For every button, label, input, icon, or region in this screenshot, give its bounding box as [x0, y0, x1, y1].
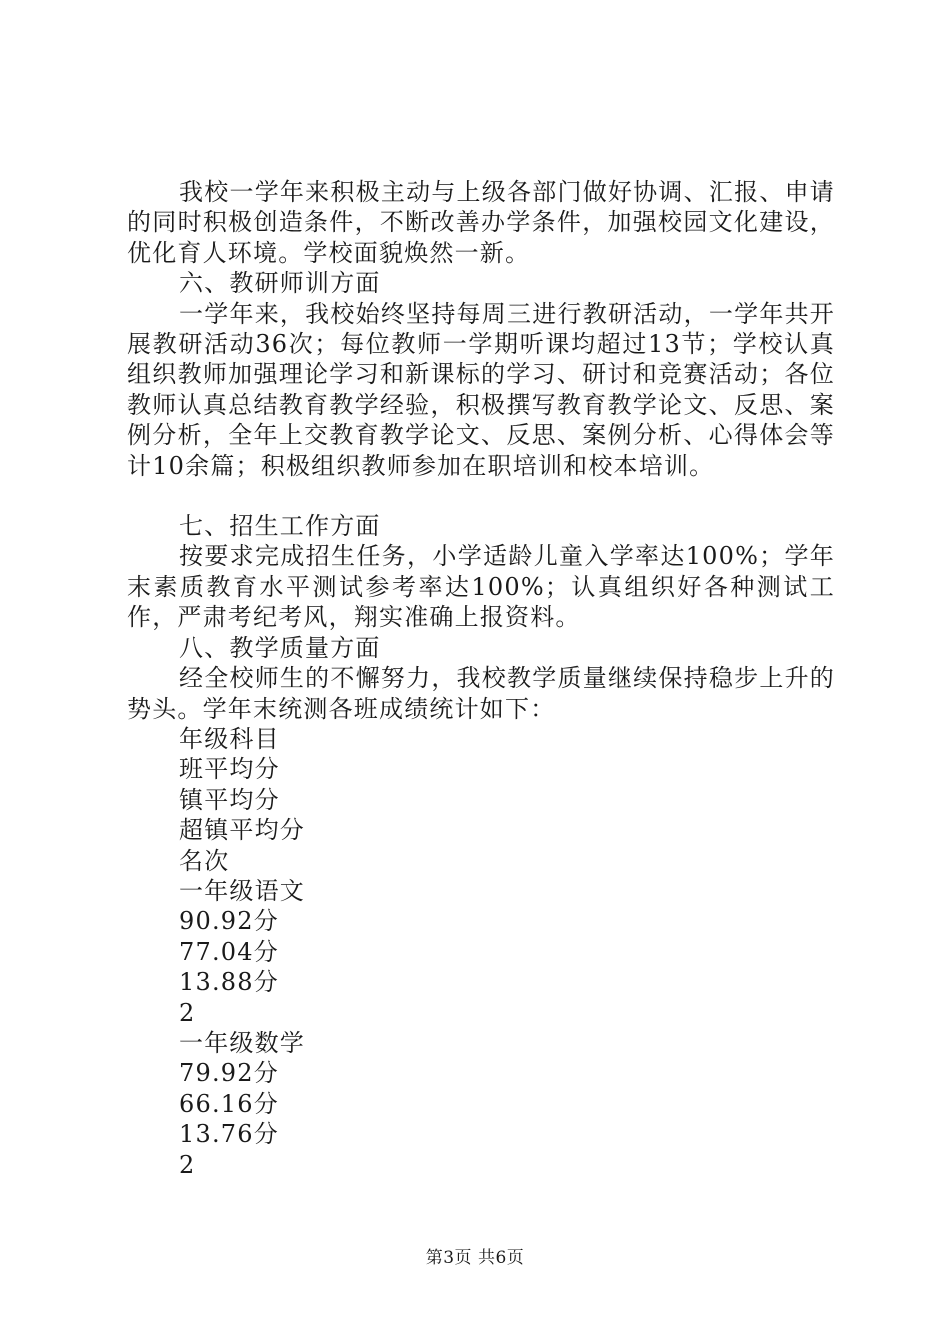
document-body: [127, 177, 835, 1180]
score-table-header: [127, 724, 835, 876]
cell-grade-subject: 一年级语文: [179, 876, 305, 905]
section-heading-enrollment: 七、招生工作方面: [179, 512, 381, 541]
cell-town-average: 66.16分: [179, 1089, 279, 1118]
paragraph-spacer: [127, 481, 835, 511]
header-town-average: 镇平均分: [179, 785, 280, 814]
cell-class-average: 79.92分: [179, 1059, 279, 1088]
paragraph-enrollment: 按要求完成招生任务，小学适龄儿童入学率达100%；学年末素质教育水平测试参考率达100%；认真组织好各种测试工作，严肃考纪考风，翔实准确上报资料。: [127, 542, 835, 632]
cell-above-town-average: 13.88分: [179, 968, 279, 997]
paragraph-teaching-quality: 经全校师生的不懈努力，我校教学质量继续保持稳步上升的势头。学年末统测各班成绩统计如下：: [127, 664, 835, 723]
cell-rank: 2: [179, 1150, 196, 1179]
section-heading-teaching-research: 六、教研师训方面: [179, 269, 381, 298]
header-above-town-average: 超镇平均分: [179, 816, 305, 845]
page-footer: 第3页 共6页: [425, 1248, 525, 1268]
score-table: [127, 724, 835, 1180]
header-rank: 名次: [179, 846, 230, 875]
section-heading-teaching-quality: 八、教学质量方面: [179, 633, 381, 662]
table-row: [127, 1028, 835, 1180]
cell-town-average: 77.04分: [179, 937, 279, 966]
header-class-average: 班平均分: [179, 755, 280, 784]
cell-grade-subject: 一年级数学: [179, 1028, 305, 1057]
paragraph-teaching-research: 一学年来，我校始终坚持每周三进行教研活动，一学年共开展教研活动36次；每位教师一学期听课均超过13节；学校认真组织教师加强理论学习和新课标的学习、研讨和竞赛活动；各位教师认真总结教育教学经验，积极撰写教育教学论文、反思、案例分析，全年上交教育教学论文、反思、案例分析、心得体会等计10余篇；积极组织教师参加在职培训和校本培训。: [127, 299, 835, 480]
header-grade-subject: 年级科目: [179, 724, 280, 753]
cell-class-average: 90.92分: [179, 907, 279, 936]
cell-rank: 2: [179, 998, 196, 1027]
table-row: [127, 876, 835, 1028]
paragraph-campus-improvement: 我校一学年来积极主动与上级各部门做好协调、汇报、申请的同时积极创造条件，不断改善办学条件，加强校园文化建设，优化育人环境。学校面貌焕然一新。: [127, 178, 835, 267]
cell-above-town-average: 13.76分: [179, 1120, 279, 1149]
